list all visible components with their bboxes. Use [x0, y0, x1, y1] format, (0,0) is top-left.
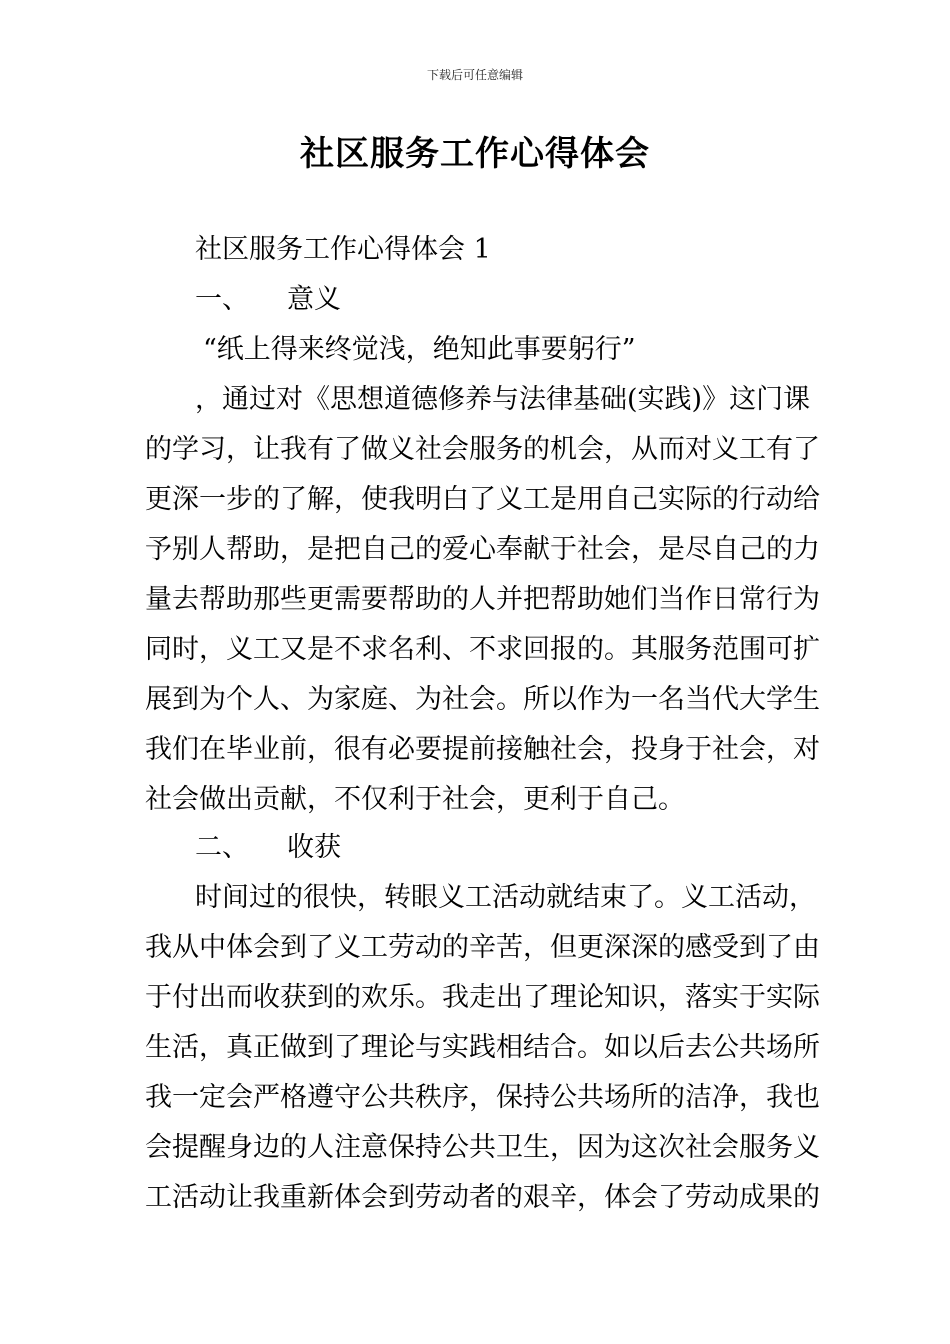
paragraph-line: 会提醒身边的人注意保持公共卫生，因为这次社会服务义	[145, 1132, 820, 1163]
section-heading-2	[195, 831, 341, 865]
paragraph-line: 于付出而收获到的欢乐。我走出了理论知识，落实于实际	[145, 982, 820, 1013]
header-note: 下载后可任意编辑	[426, 68, 523, 82]
paragraph-line: 我从中体会到了义工劳动的辛苦，但更深深的感受到了由	[145, 932, 820, 963]
paragraph-line: 我们在毕业前，很有必要提前接触社会，投身于社会，对	[145, 734, 820, 765]
paragraph-line: ，通过对《思想道德修养与法律基础(实践)》这门课	[195, 384, 811, 415]
section-heading-1	[195, 283, 341, 317]
paragraph-line: 时间过的很快，转眼义工活动就结束了。义工活动，	[195, 882, 816, 913]
paragraph-line: 生活，真正做到了理论与实践相结合。如以后去公共场所	[145, 1032, 820, 1063]
paragraph-line: 社会做出贡献，不仅利于社会，更利于自己。	[145, 784, 685, 815]
quote-line: “纸上得来终觉浅，绝知此事要躬行”	[203, 334, 636, 365]
paragraph-line: 的学习，让我有了做义社会服务的机会，从而对义工有了	[145, 434, 820, 465]
section-number: 一、	[195, 284, 249, 315]
paragraph-line: 我一定会严格遵守公共秩序，保持公共场所的洁净，我也	[145, 1082, 820, 1113]
paragraph-line: 同时，义工又是不求名利、不求回报的。其服务范围可扩	[145, 634, 820, 665]
paragraph-line: 予别人帮助，是把自己的爱心奉献于社会，是尽自己的力	[145, 534, 820, 565]
paragraph-line: 量去帮助那些更需要帮助的人并把帮助她们当作日常行为	[145, 584, 820, 615]
paragraph-line: 展到为个人、为家庭、为社会。所以作为一名当代大学生	[145, 684, 820, 715]
section-title: 收获	[287, 832, 341, 863]
paragraph-line: 更深一步的了解，使我明白了义工是用自己实际的行动给	[145, 484, 820, 515]
document-title: 社区服务工作心得体会	[300, 134, 650, 174]
paragraph-line: 工活动让我重新体会到劳动者的艰辛，体会了劳动成果的	[145, 1182, 820, 1213]
section-title: 意义	[287, 284, 341, 315]
section-number: 二、	[195, 832, 249, 863]
subtitle: 社区服务工作心得体会 1	[195, 234, 491, 265]
